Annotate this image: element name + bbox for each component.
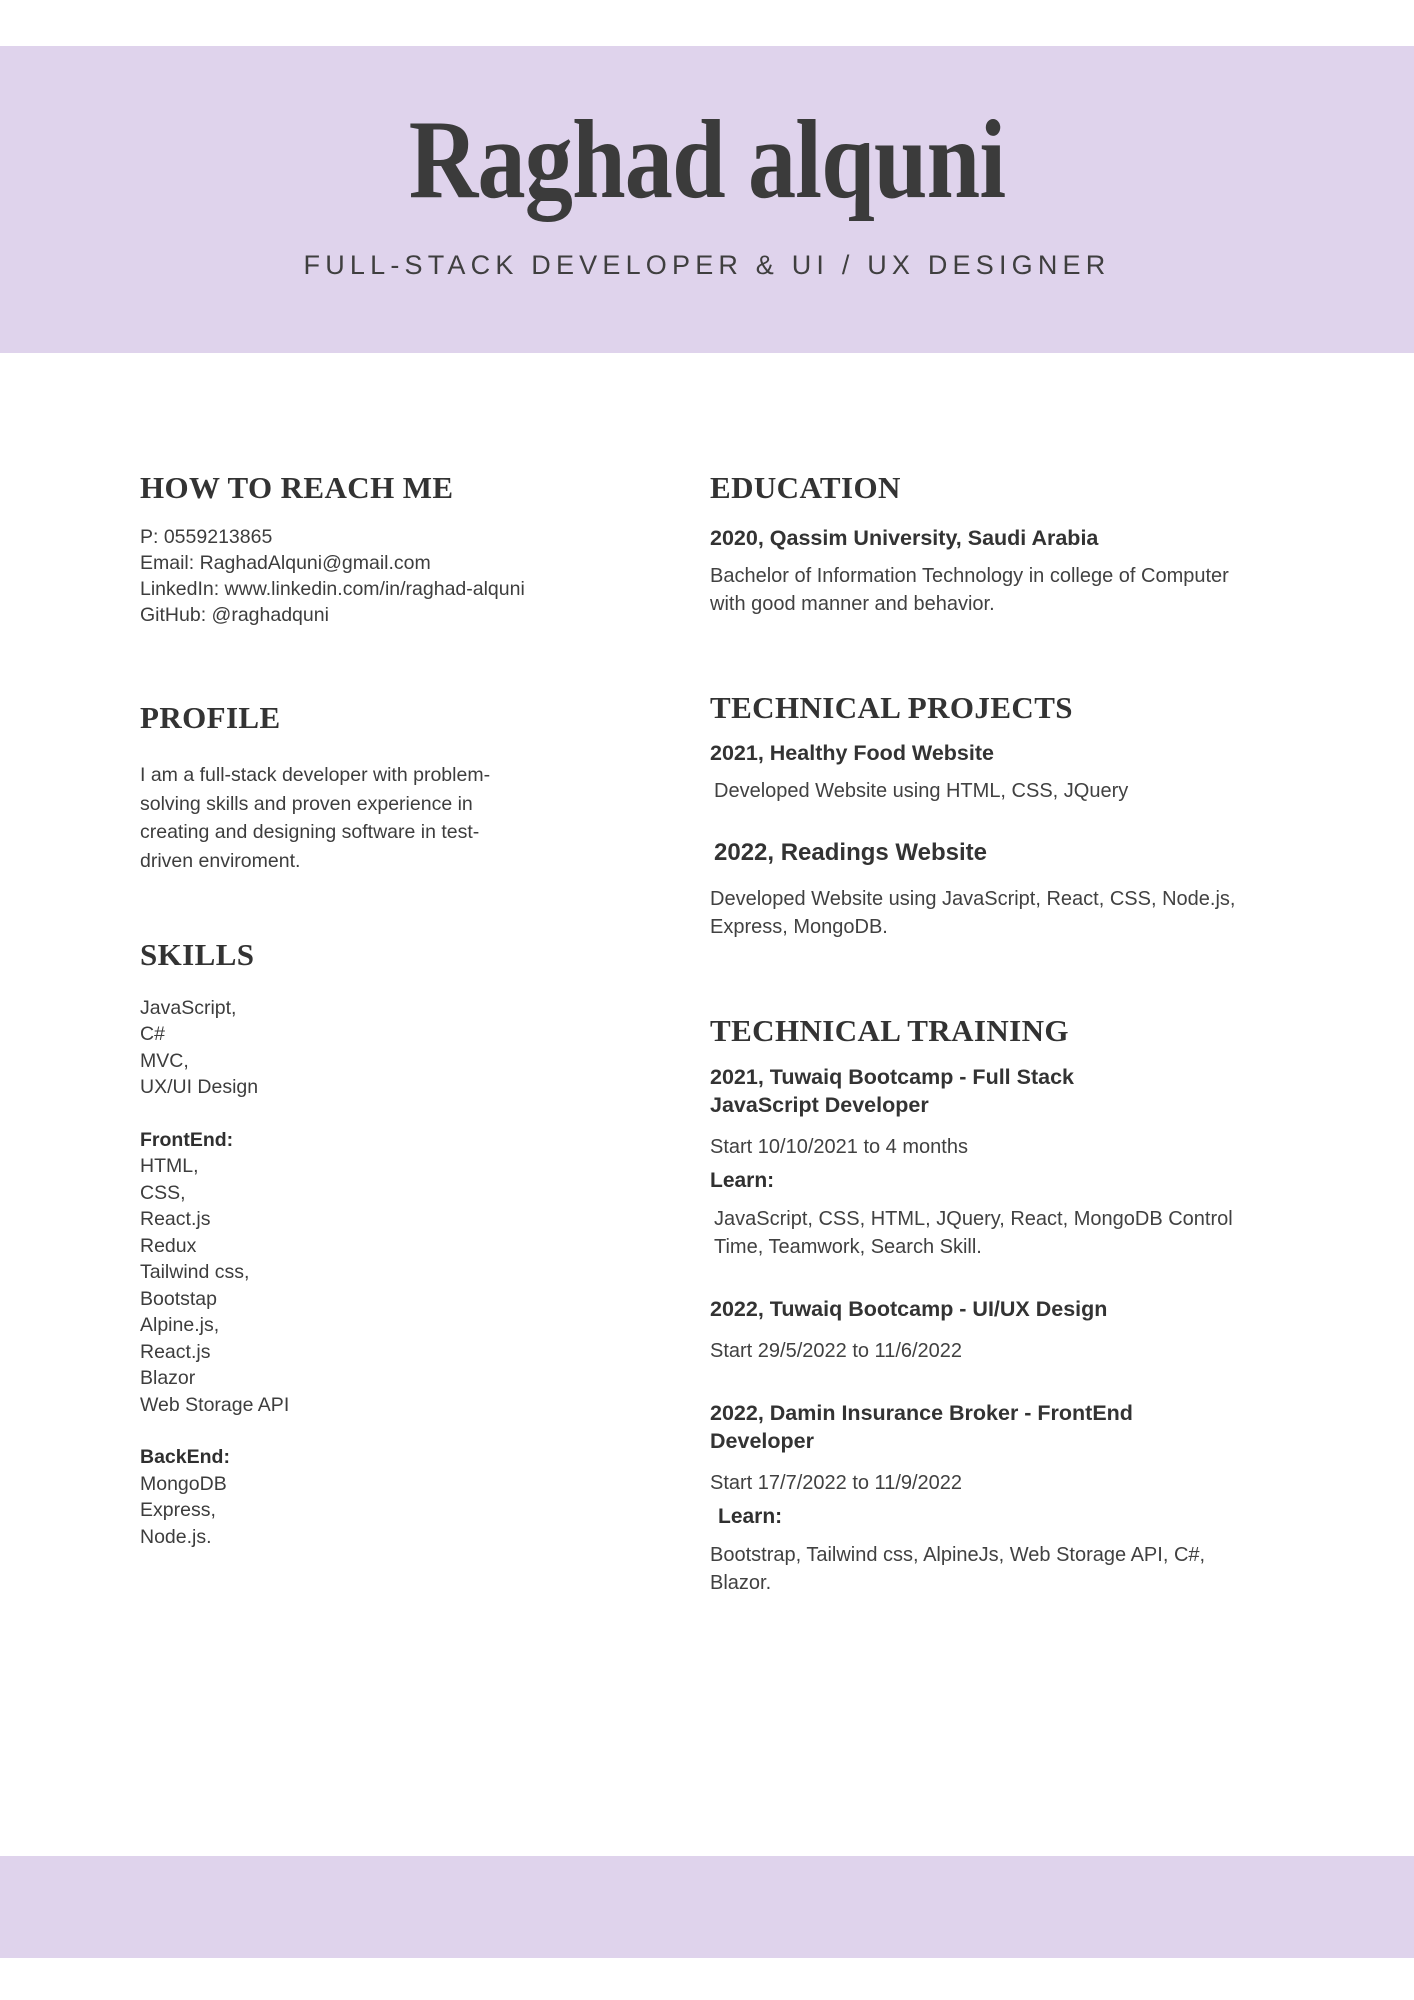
education-heading: EDUCATION <box>710 470 901 505</box>
project-entry-title: 2022, Readings Website <box>714 839 987 867</box>
skills-heading: SKILLS <box>140 937 255 973</box>
training-learn-label: Learn: <box>710 1168 775 1192</box>
contact-heading: HOW TO REACH ME <box>140 470 454 505</box>
skill-item: React.js <box>140 1208 211 1231</box>
skills-general-list <box>140 995 570 1101</box>
training-entry-title: 2022, Tuwaiq Bootcamp - UI/UX Design <box>710 1296 1108 1321</box>
training-entry-dates: Start 10/10/2021 to 4 months <box>710 1135 968 1158</box>
training-entry <box>710 1063 1280 1261</box>
footer-band <box>0 1856 1414 1958</box>
skill-item: Redux <box>140 1234 197 1257</box>
skills-section <box>140 937 570 1550</box>
skill-item: JavaScript, <box>140 996 237 1019</box>
skill-item: Tailwind css, <box>140 1261 250 1284</box>
contact-section <box>140 470 570 628</box>
skill-item: React.js <box>140 1340 211 1363</box>
technical-training-heading: TECHNICAL TRAINING <box>710 1013 1069 1049</box>
education-section <box>710 470 1280 618</box>
skills-backend-label: BackEnd: <box>140 1446 230 1469</box>
education-entry <box>710 524 1280 618</box>
skill-item: HTML, <box>140 1155 199 1178</box>
project-entry-title: 2021, Healthy Food Website <box>710 741 994 766</box>
candidate-name: Raghad alquni <box>408 98 1006 222</box>
profile-section <box>140 700 570 876</box>
contact-github: GitHub: @raghadquni <box>140 603 329 626</box>
profile-heading: PROFILE <box>140 699 281 735</box>
contact-phone: P: 0559213865 <box>140 525 273 548</box>
skill-item: MVC, <box>140 1049 189 1072</box>
project-entry <box>710 739 1280 805</box>
profile-text: I am a full-stack developer with problem-solving skills and proven experience in creating and designing software in test-driven enviroment. <box>140 764 491 872</box>
training-entry-dates: Start 17/7/2022 to 11/9/2022 <box>710 1471 963 1494</box>
technical-projects-heading: TECHNICAL PROJECTS <box>710 689 1073 725</box>
project-entry-description: Developed Website using HTML, CSS, JQuery <box>714 780 1129 803</box>
skill-item: MongoDB <box>140 1472 227 1495</box>
training-entry <box>710 1295 1280 1365</box>
training-learn-label: Learn: <box>718 1504 783 1528</box>
skills-frontend-list <box>140 1153 570 1418</box>
candidate-title: FULL-STACK DEVELOPER & UI / UX DESIGNER <box>303 250 1111 280</box>
training-entry-title: 2022, Damin Insurance Broker - FrontEnd Developer <box>710 1400 1133 1453</box>
skill-item: Web Storage API <box>140 1393 290 1416</box>
skills-backend-list <box>140 1471 570 1551</box>
project-entry-description: Developed Website using JavaScript, React, CSS, Node.js, Express, MongoDB. <box>710 888 1236 939</box>
training-entry <box>710 1399 1280 1597</box>
contact-linkedin: LinkedIn: www.linkedin.com/in/raghad-alquni <box>140 577 525 600</box>
skill-item: UX/UI Design <box>140 1076 259 1099</box>
training-learn-text: JavaScript, CSS, HTML, JQuery, React, MongoDB Control Time, Teamwork, Search Skill. <box>714 1207 1233 1258</box>
technical-projects-section <box>710 690 1280 942</box>
skill-item: Blazor <box>140 1367 196 1390</box>
training-learn-text: Bootstrap, Tailwind css, AlpineJs, Web Storage API, C#, Blazor. <box>710 1543 1206 1594</box>
skill-item: Express, <box>140 1499 216 1522</box>
skills-frontend-label: FrontEnd: <box>140 1128 234 1151</box>
skill-item: Alpine.js, <box>140 1314 220 1337</box>
technical-training-section <box>710 1013 1280 1597</box>
education-entry-title: 2020, Qassim University, Saudi Arabia <box>710 525 1099 550</box>
skill-item: Bootstap <box>140 1287 217 1310</box>
left-column <box>140 470 570 1550</box>
skill-item: C# <box>140 1023 165 1046</box>
skill-item: Node.js. <box>140 1525 212 1548</box>
skill-item: CSS, <box>140 1181 186 1204</box>
contact-email: Email: RaghadAlquni@gmail.com <box>140 551 431 574</box>
right-column <box>710 470 1280 1597</box>
project-entry <box>710 839 1280 941</box>
training-entry-dates: Start 29/5/2022 to 11/6/2022 <box>710 1339 963 1362</box>
training-entry-title: 2021, Tuwaiq Bootcamp - Full Stack JavaScript Developer <box>710 1064 1074 1117</box>
education-entry-description: Bachelor of Information Technology in college of Computer with good manner and behavior. <box>710 564 1229 615</box>
